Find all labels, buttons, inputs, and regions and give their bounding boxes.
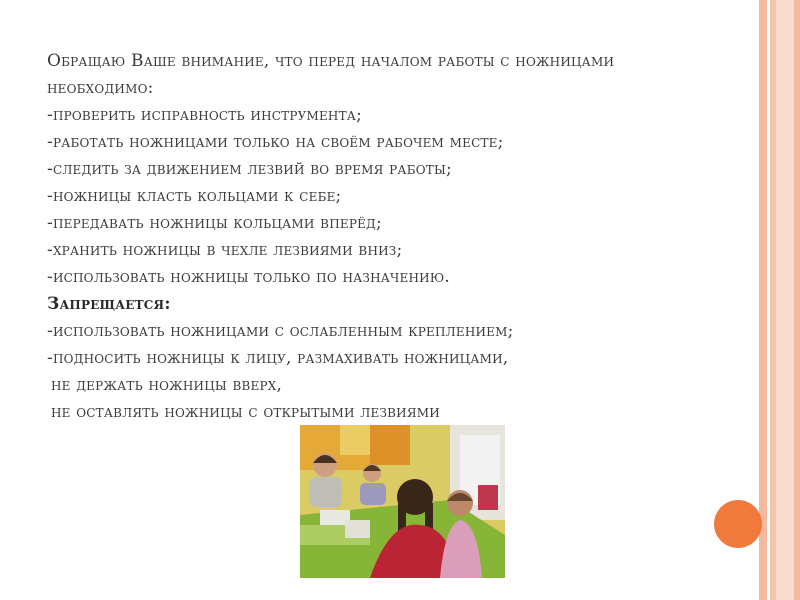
classroom-photo-illustration: [300, 425, 505, 578]
decorative-stripe: [794, 0, 800, 600]
classroom-photo: [300, 425, 505, 578]
rule-item: -использовать ножницы только по назначению.: [47, 267, 450, 287]
decorative-circle: [714, 500, 762, 548]
rule-item: -работать ножницами только на своём рабочем месте;: [47, 132, 504, 152]
slide-text: [47, 48, 727, 426]
forbidden-item: не оставлять ножницы с открытыми лезвиями: [51, 402, 440, 422]
forbidden-heading: Запрещается:: [47, 294, 171, 314]
decorative-stripe: [759, 0, 767, 600]
forbidden-item: -подносить ножницы к лицу, размахивать ножницами,: [47, 348, 509, 368]
rule-item: -передавать ножницы кольцами вперёд;: [47, 213, 382, 233]
rule-item: -следить за движением лезвий во время работы;: [47, 159, 452, 179]
rule-item: -ножницы класть кольцами к себе;: [47, 186, 342, 206]
rule-item: -хранить ножницы в чехле лезвиями вниз;: [47, 240, 403, 260]
forbidden-item: -использовать ножницами с ослабленным креплением;: [47, 321, 514, 341]
intro-line: необходимо:: [47, 78, 154, 98]
forbidden-item: не держать ножницы вверх,: [51, 375, 283, 395]
rule-item: -проверить исправность инструмента;: [47, 105, 362, 125]
decorative-stripe: [776, 0, 794, 600]
intro-line: Обращаю Ваше внимание, что перед началом работы с ножницами: [47, 51, 615, 71]
